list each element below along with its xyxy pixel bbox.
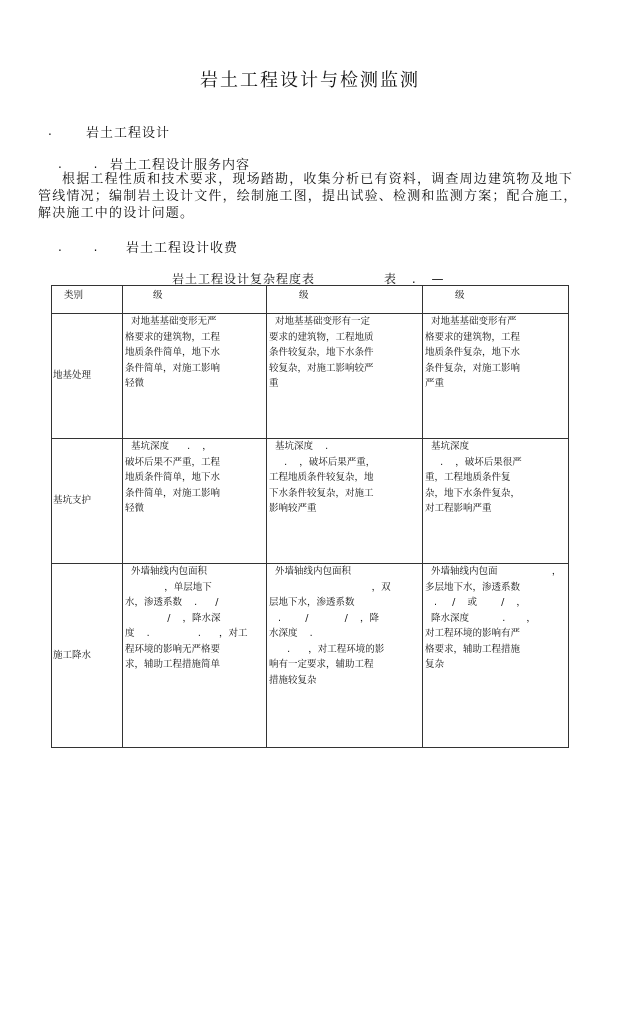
cell-text: 外墙轴线内包面 ， 多层地下水，渗透系数 . / 或 / ， 降水深度 . ， 对工程环境的影响有严 格要求，辅助工程措施 复杂 [425,566,562,670]
cell-text: 基坑深度 . ， 破坏后果不严重，工程 地质条件简单，地下水 条件简单，对施工影响 轻微 [125,441,221,514]
cell-text: 外墙轴线内包面积 ，双 层地下水，渗透系数 . / / ，降 水深度 . . ，对工程环境的影 响有一定要求，辅助工程 措施较复杂 [269,566,391,686]
row-category-excavation: 基坑支护 [52,439,123,564]
table-cell [423,314,569,439]
document-title: 岩土工程设计与检测监测 [200,70,420,91]
table-cell [267,314,423,439]
table-caption-reference: 表 . — [384,272,450,286]
table-cell [123,314,267,439]
cell-text: 对地基基础变形无严 格要求的建筑物，工程 地质条件简单，地下水 条件简单，对施工影响 轻微 [125,316,221,389]
section-1-2-number: . . [58,240,112,254]
table-caption: 岩土工程设计复杂程度表 [172,272,316,286]
table-cell [123,439,267,564]
section-1-heading: 岩土工程设计 [86,126,171,141]
table-row [52,439,569,564]
cell-text: 基坑深度 . ，破坏后果很严 重，工程地质条件复 杂，地下水条件复杂， 对工程影响严重 [425,441,522,514]
cell-text: 外墙轴线内包面积 ，单层地下 水，渗透系数 . / / ，降水深 度 . . ，对工 程环境的影响无严格要 求，辅助工程措施简单 [125,566,248,670]
section-1-number: . [48,124,66,138]
table-cell [423,564,569,748]
table-row [52,314,569,439]
section-1-2-heading: 岩土工程设计收费 [126,241,239,256]
cell-text: 对地基基础变形有严 格要求的建筑物，工程 地质条件复杂，地下水 条件复杂，对施工影响 严重 [425,316,521,389]
table-cell [267,564,423,748]
service-description-paragraph [38,171,598,222]
cell-text: 基坑深度 . . ，破坏后果严重， 工程地质条件较复杂，地 下水条件较复杂，对施工 影响较严重 [269,441,376,514]
table-cell [267,439,423,564]
header-level-1: 级 [123,286,267,314]
header-category: 类别 [52,286,123,314]
section-1-1-heading: 岩土工程设计服务内容 [110,158,251,173]
header-level-2: 级 [267,286,423,314]
cell-text: 对地基基础变形有一定 要求的建筑物，工程地质 条件较复杂，地下水条件 较复杂，对施工影响较严 重 [269,316,374,389]
table-header-row [52,286,569,314]
row-category-foundation: 地基处理 [52,314,123,439]
complexity-table [51,285,569,748]
table-cell [423,439,569,564]
paragraph-line: 解决施工中的设计问题。 [38,206,195,221]
paragraph-line: 根据工程性质和技术要求，现场踏勘，收集分析已有资料，调查周边建筑物及地下 [62,172,574,187]
table-row [52,564,569,748]
header-level-3: 级 [423,286,569,314]
paragraph-line: 管线情况；编制岩土设计文件，绘制施工图，提出试验、检测和监测方案；配合施工， [38,189,578,204]
row-category-dewatering: 施工降水 [52,564,123,748]
table-cell [123,564,267,748]
section-1-1-number: . . [58,157,112,171]
